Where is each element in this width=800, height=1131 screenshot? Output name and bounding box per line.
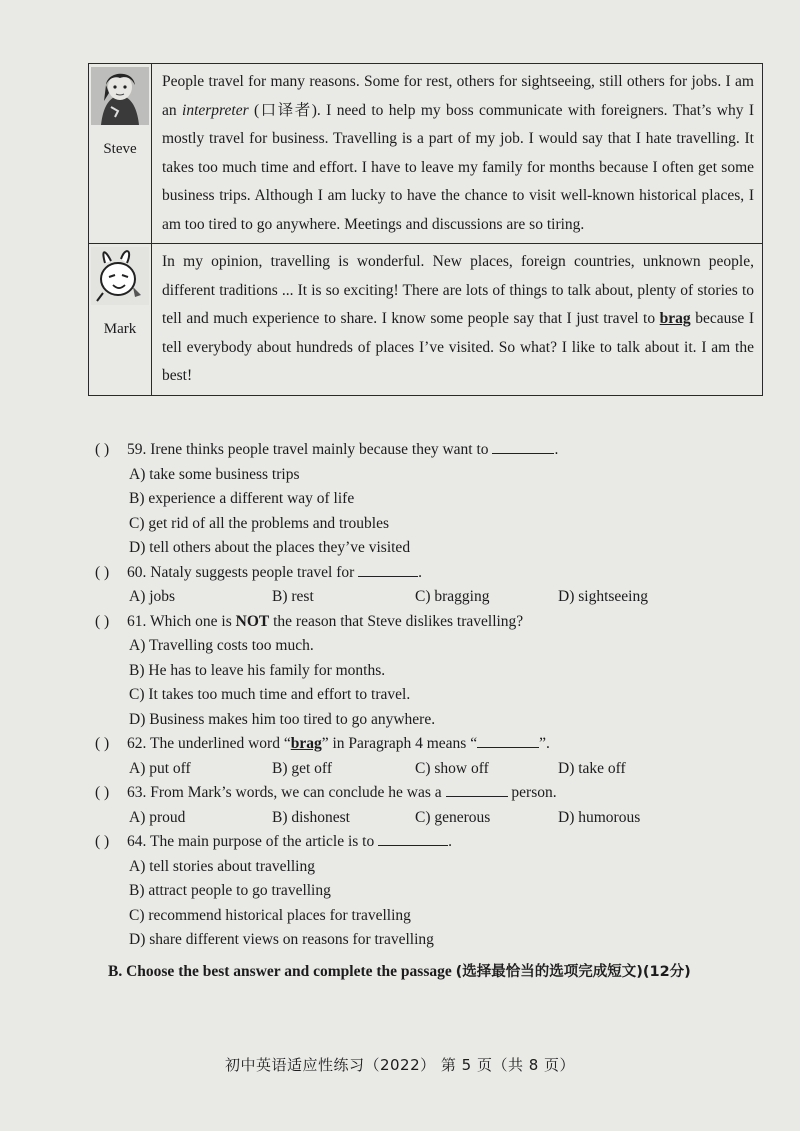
question-64 — [95, 830, 715, 953]
mark-rabbit-icon — [91, 247, 149, 305]
question-stem: 61. Which one is NOT the reason that Steve dislikes travelling? — [127, 612, 524, 630]
table-row-steve — [89, 64, 762, 244]
steve-portrait-icon — [91, 67, 149, 125]
option: B) experience a different way of life — [129, 490, 355, 507]
question-stem: 62. The underlined word “brag” in Paragraph 4 means “ ”. — [127, 735, 550, 752]
question-stem: 64. The main purpose of the article is to . — [127, 833, 452, 850]
option: C) get rid of all the problems and troubles — [129, 514, 389, 532]
option: B) He has to leave his family for months. — [129, 661, 386, 679]
italic-word: interpreter — [182, 101, 249, 119]
option: C) generous — [415, 808, 491, 826]
text-segment: People travel for many reasons. Some for rest, others for sightseeing, still others for jobs. I am an — [162, 73, 754, 119]
question-62 — [95, 732, 715, 781]
person-cell — [89, 64, 152, 243]
person-name: Mark — [103, 321, 137, 337]
option: D) Business makes him too tired to go anywhere. — [129, 710, 436, 728]
option: B) dishonest — [272, 808, 350, 826]
page-footer: 初中英语适应性练习（2022） 第 5 页（共 8 页） — [224, 1056, 576, 1074]
person-text — [152, 244, 762, 395]
option-row — [95, 806, 715, 831]
answer-blank — [358, 562, 418, 577]
option: C) recommend historical places for travelling — [129, 906, 411, 924]
option: D) sightseeing — [558, 588, 648, 605]
question-63 — [95, 781, 715, 830]
person-name: Steve — [103, 141, 137, 157]
answer-paren[interactable]: ( ) — [95, 612, 110, 630]
option-row — [95, 757, 715, 782]
section-b-heading — [108, 960, 691, 981]
answer-paren[interactable]: ( ) — [95, 833, 110, 850]
people-table — [88, 63, 763, 396]
option: A) proud — [129, 808, 186, 826]
option: A) Travelling costs too much. — [129, 637, 314, 654]
option: A) put off — [129, 759, 191, 777]
section-title: B. Choose the best answer and complete the passage — [108, 963, 456, 980]
answer-blank — [477, 733, 539, 748]
question-60 — [95, 561, 715, 610]
text-segment: (口译者). I need to help my boss communicate with foreigners. That’s why I mostly travel for business. Travelling is a part of my job. I would say that I hate travelling. It takes too much time and effort. I have to leave my family for months because I often get some business trips. Although I am lucky to have the chance to visit well-known historical places, I am too tired to go anywhere. Meetings and discussions are so tiring. — [162, 101, 754, 233]
option: C) show off — [415, 759, 489, 777]
question-59 — [95, 438, 715, 561]
option: C) It takes too much time and effort to travel. — [129, 686, 411, 703]
table-row-mark — [89, 244, 762, 395]
option: A) tell stories about travelling — [129, 857, 315, 875]
answer-blank — [492, 439, 554, 454]
text-segment: because I tell everybody about hundreds of places I’ve visited. So what? I like to talk about it. I am the best! — [162, 310, 754, 384]
option: D) humorous — [558, 808, 641, 826]
question-stem: 60. Nataly suggests people travel for . — [127, 563, 423, 581]
answer-paren[interactable]: ( ) — [95, 563, 110, 581]
question-list — [95, 438, 715, 953]
answer-blank — [378, 831, 448, 846]
option: D) tell others about the places they’ve visited — [129, 539, 411, 556]
answer-paren[interactable]: ( ) — [95, 735, 110, 752]
person-cell — [89, 244, 152, 395]
question-stem: 63. From Mark’s words, we can conclude he was a person. — [127, 784, 557, 801]
answer-paren[interactable]: ( ) — [95, 441, 110, 458]
answer-paren[interactable]: ( ) — [95, 784, 110, 801]
option: B) get off — [272, 759, 332, 777]
section-title-cn: (选择最恰当的选项完成短文)(12分) — [455, 964, 691, 980]
option: C) bragging — [415, 588, 490, 605]
option: A) take some business trips — [129, 465, 300, 483]
option: D) share different views on reasons for travelling — [129, 931, 434, 948]
answer-blank — [446, 782, 508, 797]
option: D) take off — [558, 759, 626, 777]
text-segment: In my opinion, travelling is wonderful. New places, foreign countries, unknown people, different traditions ... It is so exciting! There are lots of things to talk about, plenty of stories to tell and much experience to share. I know some people say that I just travel to — [162, 253, 754, 327]
underlined-word: brag — [659, 310, 691, 327]
person-text — [152, 64, 762, 243]
question-61 — [95, 610, 715, 733]
question-stem: 59. Irene thinks people travel mainly because they want to . — [127, 441, 559, 458]
option: B) attract people to go travelling — [129, 882, 331, 899]
option: B) rest — [272, 588, 314, 605]
option-row — [95, 585, 715, 610]
option: A) jobs — [129, 588, 176, 605]
